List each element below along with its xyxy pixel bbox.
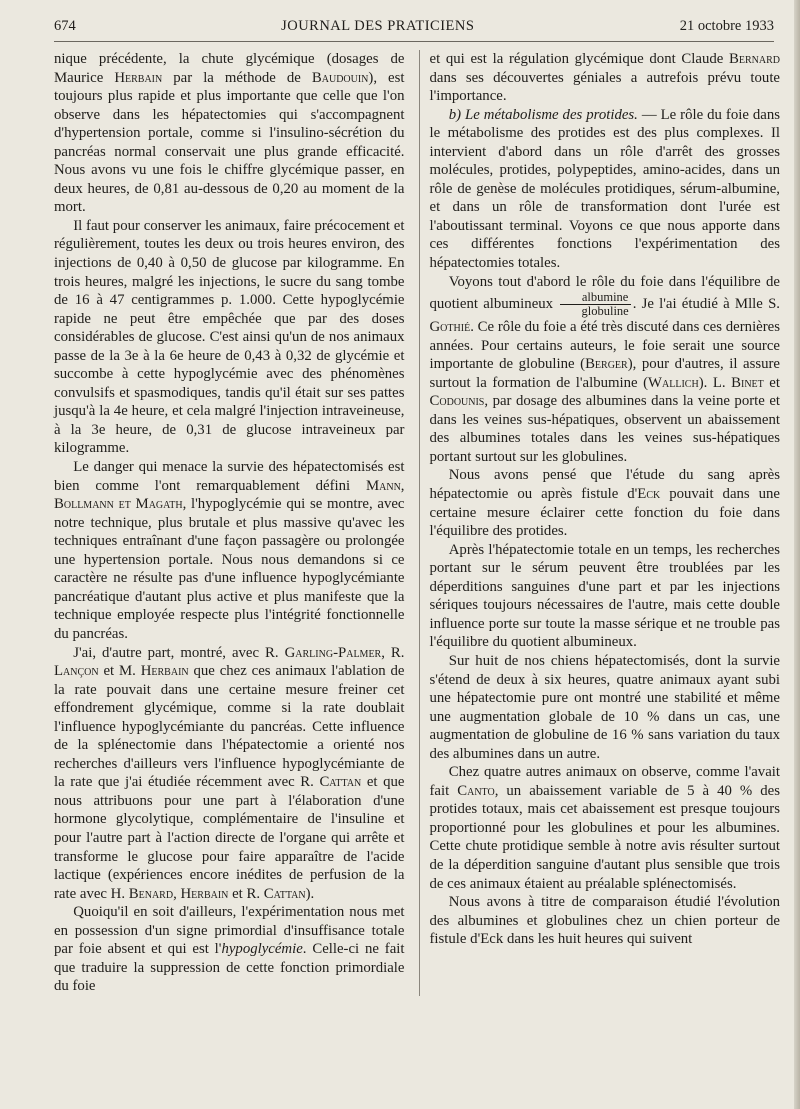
page-number: 674 [54, 18, 76, 34]
text-run: ). L. [698, 374, 732, 391]
section-heading: b) Le métabolisme des protides. [448, 106, 638, 123]
text-run: , par dosage des albumines dans la veine porte et dans les veines sus-hépatiques, observent un abaissement des albumines totales dans les veines sus-hépatiques portant surtout sur les globulines. [429, 393, 780, 465]
text-run: Le danger qui menace la survie des hépatectomisés est bien comme l'ont remarquablement défini [54, 459, 405, 494]
author-name: Baudouin [311, 69, 369, 86]
text-run: et qui est la régulation glycémique dont Claude [429, 51, 730, 67]
text-run: , un abaissement variable de 5 à 40 % des protides totaux, mais cet abaissement est presque toujours proportionné pour les globulines et pour les albumines. Cette chute protidique semble à notre avis résulter surtout de la déperdition sanguine d'autant plus sensible que trois de ces animaux étaient au préalable splénectomisés. [429, 782, 780, 892]
text-run: J'ai, d'autre part, montré, avec R. [73, 644, 285, 661]
page-edge-shadow [794, 0, 800, 1109]
paragraph [430, 50, 781, 106]
right-column [419, 50, 781, 996]
text-run: que chez ces animaux l'ablation de la rate pouvait dans une certaine mesure freiner cet effondrement glycémique, comme si la rate doublait l'influence hypoglycémiante du pancréas. Cette influence de la splénectomie dans l'hépatectomie a orienté nos recherches d'ailleurs vers l'influence hypoglycémiante de la rate que j'ai étudiée récemment avec R. [54, 663, 405, 791]
author-name: Canto [457, 782, 495, 799]
running-head [54, 18, 774, 42]
author-name: Herbain [114, 69, 163, 86]
issue-date: 21 octobre 1933 [679, 18, 774, 34]
text-run: Quoiqu'il en soit d'ailleurs, l'expérimentation nous met en possession d'un signe primordial d'insuffisance totale par foie absent et qui est l' [54, 904, 405, 958]
author-name: Eck [637, 486, 661, 503]
text-run: . Je l'ai étudié à Mlle S. [632, 296, 780, 312]
text-run: ), est toujours plus rapide et plus importante que celle que l'on observe dans les hépatectomies qui s'accompagnent d'hypertension portale, comme si l'insulino-sécrétion du pancréas normal conservait une plus grande efficacité. Nous avons vu une fois le chiffre glycémique passer, en deux heures, de 0,81 au-dessous de 0,20 au moment de la mort. [54, 69, 405, 216]
text-run: Nous avons pensé que l'étude du sang après hépatectomie ou après fistule d' [429, 467, 780, 503]
text-run: . Celle-ci ne fait que traduire la suppression de cette fonction primordiale du foie [54, 941, 405, 995]
paragraph [430, 466, 781, 540]
text-run: , l'hypoglycémie qui se montre, avec notre technique, plus brutale et plus massive qu'avec les techniques entraînant d'une façon passagère ou prolongée une hypertension portale. Nous nous demandons si ce caractère ne résulte pas d'une influence hypoglycémiante pancréatique d'autant plus active et plus manifeste que la technique employée respecte plus l'intégrité fonctionnelle du pancréas. [54, 496, 405, 642]
paragraph: Sur huit de nos chiens hépatectomisés, dont la survie s'étend de deux à six heures, quatre animaux ayant subi une hépatectomie pure ont montré une stabilité et même une augmentation globale de 10 % dans un cas, une augmentation de globuline de 16 % sans variation du taux des albumines dans un autre. [429, 652, 780, 762]
paragraph: Il faut pour conserver les animaux, faire précocement et régulièrement, toutes les deux ou trois heures environ, des injections de 0,40 à 0,50 de glucose par kilogramme. En trois heures, malgré les injections, le sucre du sang tombe de 16 à 47 centigrammes p. 1.000. Cette hypoglycémie rapide ne peut être empêchée que par des doses considérables de glucose. C'est ainsi qu'un de nos animaux passe de la 3e à la 6e heure de 0,43 à 0,32 de glycémie et succombe à cette hypoglycémie avec des phénomènes convulsifs et spasmodiques, tandis qu'il était sur ses pattes jusqu'à la 4e heure, et cela malgré l'injection intraveineuse, à la 3e heure, de 0,31 de glucose intraveineux par kilogramme. [54, 217, 405, 457]
fraction-denominator: globuline [581, 304, 629, 319]
author-name: Codounis [429, 393, 485, 410]
paragraph: Après l'hépatectomie totale en un temps, les recherches portant sur le sérum peuvent être troublées par les déperditions sanguines d'une part et par les injections sériques toujours nécessaires de l'autre, mais cette double influence porte sur toute la masse sérique et ne trouble pas l'équilibre du quotient albumineux. [429, 541, 780, 651]
author-name: Herbain [140, 663, 189, 680]
text-run: pouvait dans une certaine mesure éclairer cette fonction du foie dans l'équilibre des protides. [429, 486, 780, 540]
paragraph [54, 644, 405, 904]
text-run: et [763, 374, 780, 391]
text-run: nique précédente, la chute glycémique (dosages de Maurice [54, 51, 405, 86]
text-run: dans ses découvertes géniales a autrefois prévu toute l'importance. [429, 69, 780, 105]
text-run: et M. [98, 663, 141, 680]
paragraph [54, 50, 405, 217]
fraction [560, 291, 630, 318]
paragraph: Nous avons à titre de comparaison étudié l'évolution des albumines et globulines chez un chien porteur de fistule d'Eck dans les huit heures qui suivent [429, 894, 780, 948]
text-run: , R. [381, 644, 405, 661]
author-name: Benard, Herbain [128, 885, 229, 902]
author-name: Binet [731, 374, 764, 391]
author-name: Wallich [648, 374, 699, 391]
text-run: Voyons tout d'abord le rôle du foie dans l'équilibre de quotient albumineux [429, 273, 780, 312]
text-run: Chez quatre autres animaux on observe, comme l'avait fait [429, 764, 780, 799]
author-name: Berger [585, 356, 628, 373]
author-name: Mann, Bollmann et Magath [54, 477, 405, 513]
text-run: . Ce rôle du foie a été très discuté dans ces dernières années. Pour certains auteurs, le foie serait une source importante de globuline ( [429, 319, 780, 373]
author-name: Cattan [263, 885, 306, 902]
paragraph [430, 273, 781, 467]
fraction-numerator: albumine [560, 291, 630, 305]
text-run: par la méthode de [162, 69, 312, 86]
text-columns [54, 50, 780, 996]
paragraph [54, 903, 405, 996]
author-name: Cattan [319, 774, 362, 791]
author-name: Bernard [729, 51, 780, 67]
journal-title: JOURNAL DES PRATICIENS [281, 18, 475, 34]
left-column [54, 50, 405, 996]
text-run: — Le rôle du foie dans le métabolisme des protides est des plus complexes. Il intervient d'abord dans un rôle d'arrêt des grosses molécules, protides, polypeptides, amino-acides, dans un rôle de genèse de molécules protidiques, sérum-albumine, et dans un rôle de transformation dont l'urée est l'aboutissant terminal. Voyons ce que nous apporte dans ces différentes fonctions l'expérimentation des hépatectomies totales. [429, 106, 781, 272]
text-run: et que nous attribuons pour une part à l'élaboration d'une hormone glycolytique, complémentaire de l'insuline et pour l'autre part à l'action directe de l'organe qui arrête et transforme le glucose pour faire apparaître de l'acide lactique (expériences encore inédites de perfusion de la rate avec H. [54, 774, 405, 902]
text-run: et R. [228, 885, 264, 902]
text-run: ). [305, 885, 315, 902]
text-run: ), pour d'autres, il assure surtout la formation de l'albumine ( [429, 356, 780, 391]
emphasis: hypoglycémie [221, 941, 303, 958]
paragraph [430, 763, 781, 893]
paragraph [54, 458, 405, 643]
author-name: Garling-Palmer [284, 644, 382, 661]
author-name: Lançon [54, 663, 99, 680]
paragraph [430, 106, 781, 273]
author-name: Gothié [429, 319, 471, 336]
